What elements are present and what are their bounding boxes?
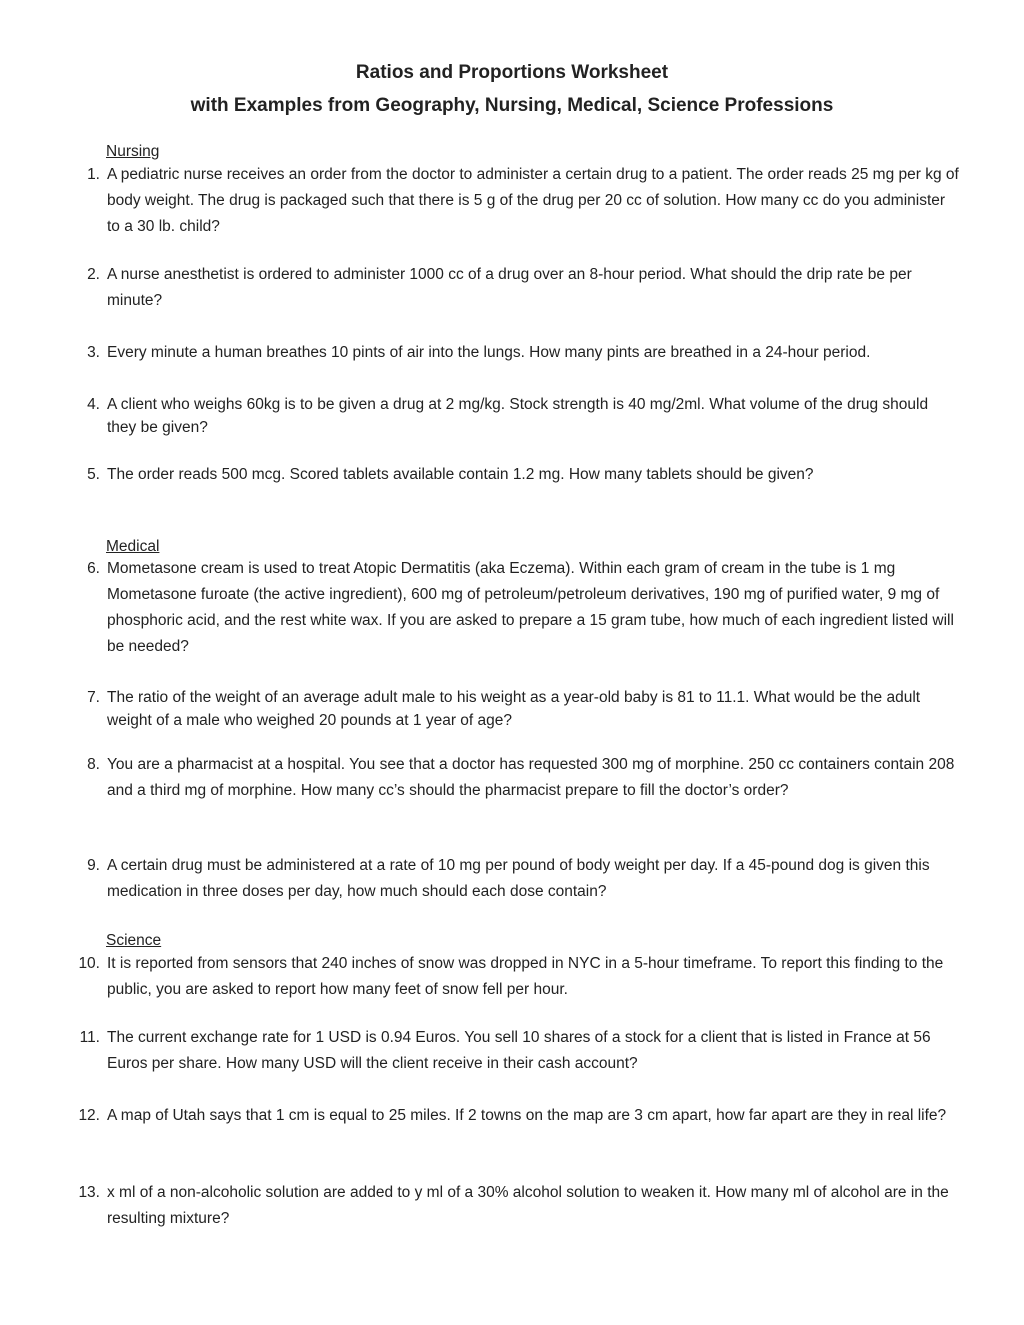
- question-text: A pediatric nurse receives an order from the doctor to administer a certain drug to a patient. The order reads 25 mg per kg of body weight. The drug is packaged such that there is 5 g of the drug per 20 cc of solution. How many cc do you administer to a 30 lb. child?: [107, 166, 959, 235]
- question-number: 8.: [87, 756, 100, 773]
- question-text: x ml of a non-alcoholic solution are added to y ml of a 30% alcohol solution to weaken it. How many ml of alcohol are in the resulting mixture?: [107, 1184, 949, 1227]
- question-item: [70, 951, 960, 1003]
- question-item: [70, 1180, 960, 1232]
- question-text: A map of Utah says that 1 cm is equal to 25 miles. If 2 towns on the map are 3 cm apart, how far apart are they in real life?: [107, 1107, 947, 1124]
- question-number: 5.: [87, 466, 100, 483]
- section-heading-medical: Medical: [106, 538, 160, 555]
- section-heading-nursing: Nursing: [106, 143, 160, 160]
- question-item: [70, 752, 960, 804]
- question-number: 11.: [79, 1029, 100, 1046]
- question-item: [70, 853, 960, 905]
- question-text: Mometasone cream is used to treat Atopic Dermatitis (aka Eczema). Within each gram of cream in the tube is 1 mg Mometasone furoate (the active ingredient), 600 mg of petroleum/petroleum derivatives, 190 mg of purified water, 9 mg of phosphoric acid, and the rest white wax. If you are asked to prepare a 15 gram tube, how much of each ingredient listed will be needed?: [107, 560, 954, 655]
- question-number: 13.: [78, 1184, 100, 1201]
- question-number: 10.: [78, 955, 100, 972]
- question-text: The ratio of the weight of an average adult male to his weight as a year-old baby is 81 to 11.1. What would be the adult weight of a male who weighed 20 pounds at 1 year of age?: [107, 689, 921, 729]
- question-item: [70, 162, 960, 240]
- question-item: [70, 556, 960, 660]
- question-number: 1.: [87, 166, 100, 183]
- question-text: A certain drug must be administered at a rate of 10 mg per pound of body weight per day. If a 45-pound dog is given this medication in three doses per day, how much should each dose contain?: [107, 857, 930, 900]
- question-text: A nurse anesthetist is ordered to administer 1000 cc of a drug over an 8-hour period. What should the drip rate be per minute?: [107, 266, 912, 309]
- question-number: 2.: [87, 266, 100, 283]
- question-item: [70, 1025, 960, 1077]
- question-number: 6.: [87, 560, 100, 577]
- question-text: Every minute a human breathes 10 pints of air into the lungs. How many pints are breathed in a 24-hour period.: [107, 344, 871, 361]
- question-text: It is reported from sensors that 240 inches of snow was dropped in NYC in a 5-hour timeframe. To report this finding to the public, you are asked to report how many feet of snow fell per hour.: [107, 955, 944, 998]
- section-heading-science: Science: [106, 932, 162, 949]
- question-item: [70, 340, 960, 366]
- question-text: A client who weighs 60kg is to be given a drug at 2 mg/kg. Stock strength is 40 mg/2ml. What volume of the drug should they be given?: [107, 396, 929, 436]
- question-number: 9.: [87, 857, 100, 874]
- worksheet-subtitle: with Examples from Geography, Nursing, Medical, Science Professions: [190, 95, 834, 116]
- question-item: [70, 686, 960, 732]
- question-item: [70, 393, 960, 439]
- worksheet-title: Ratios and Proportions Worksheet: [355, 62, 669, 83]
- question-text: The order reads 500 mcg. Scored tablets available contain 1.2 mg. How many tablets should be given?: [107, 466, 814, 483]
- question-number: 12.: [78, 1107, 100, 1124]
- question-number: 3.: [87, 344, 100, 361]
- question-item: [70, 462, 960, 488]
- question-item: [70, 262, 960, 314]
- question-text: The current exchange rate for 1 USD is 0.94 Euros. You sell 10 shares of a stock for a client that is listed in France at 56 Euros per share. How many USD will the client receive in their cash account?: [107, 1029, 931, 1072]
- question-item: [70, 1103, 960, 1129]
- question-number: 4.: [87, 396, 100, 413]
- question-text: You are a pharmacist at a hospital. You see that a doctor has requested 300 mg of morphine. 250 cc containers contain 208 and a third mg of morphine. How many cc’s should the pharmacist prepare to fill the doctor’s order?: [107, 756, 955, 799]
- question-number: 7.: [87, 689, 100, 706]
